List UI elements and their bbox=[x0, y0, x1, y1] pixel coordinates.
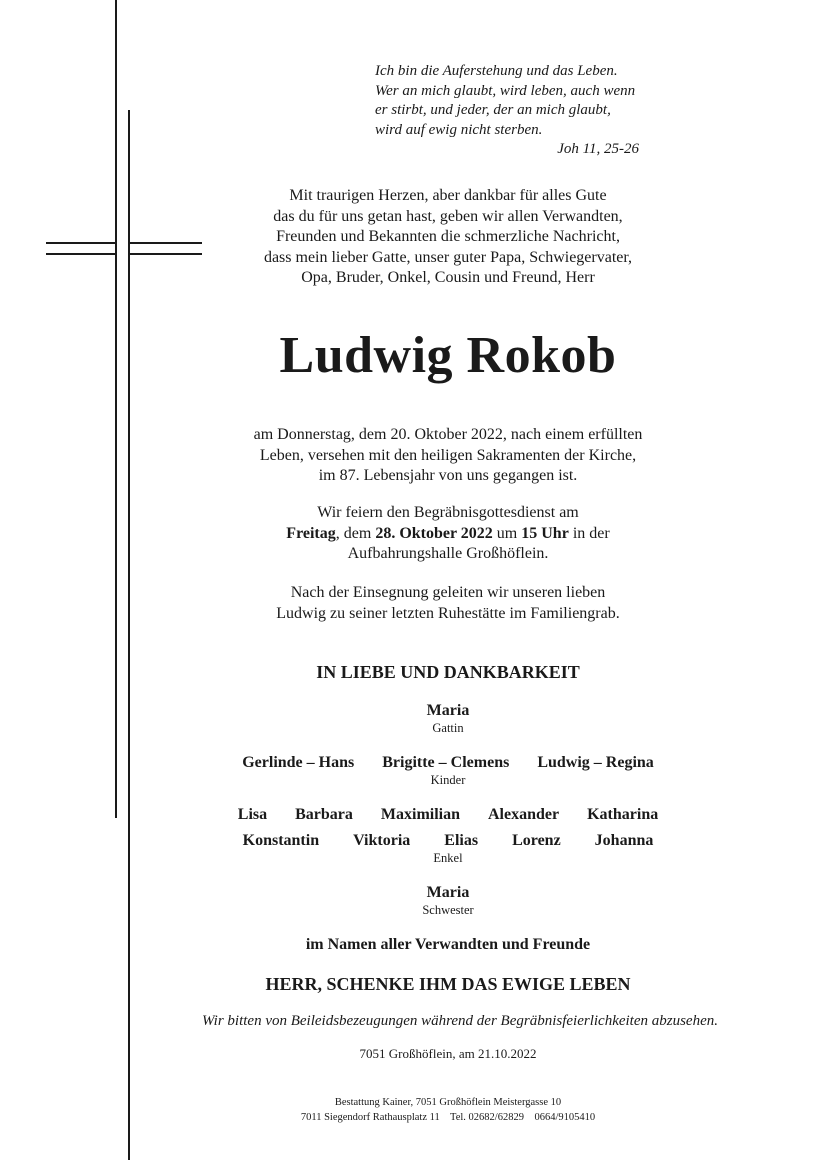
funeral-line: Aufbahrungshalle Großhöflein. bbox=[347, 545, 549, 562]
place-date: 7051 Großhöflein, am 21.10.2022 bbox=[359, 1046, 537, 1061]
child-couple: Brigitte – Clemens bbox=[382, 754, 510, 771]
grandchild-name: Lorenz bbox=[512, 832, 561, 849]
intro-line: Mit traurigen Herzen, aber dankbar für alles Gute bbox=[289, 187, 607, 204]
notice-line: im 87. Lebensjahr von uns gegangen ist. bbox=[318, 467, 578, 484]
grandchild-name: Alexander bbox=[488, 806, 560, 823]
prayer-heading: HERR, SCHENKE IHM DAS EWIGE LEBEN bbox=[265, 974, 631, 994]
grandchild-name: Elias bbox=[444, 832, 479, 849]
funeral-day: Freitag bbox=[286, 524, 336, 542]
quote-line: Wer an mich glaubt, wird leben, auch wenn bbox=[375, 82, 636, 99]
grandchildren-row-1 bbox=[170, 806, 726, 824]
deceased-name: Ludwig Rokob bbox=[279, 327, 617, 384]
spouse-name: Maria bbox=[426, 702, 470, 719]
death-notice bbox=[170, 425, 726, 487]
child-couple: Gerlinde – Hans bbox=[242, 754, 355, 771]
text-fragment: um bbox=[492, 524, 522, 542]
footer-line: Bestattung Kainer, 7051 Großhöflein Meistergasse 10 bbox=[334, 1097, 562, 1108]
funeral-line bbox=[170, 524, 726, 545]
quote-reference: Joh 11, 25-26 bbox=[557, 141, 639, 157]
funeral-line: Wir feiern den Begräbnisgottesdienst am bbox=[317, 504, 579, 521]
text-fragment: , dem bbox=[335, 524, 376, 542]
sister-name: Maria bbox=[426, 884, 470, 901]
funeral-time: 15 Uhr bbox=[521, 524, 569, 542]
child-couple: Ludwig – Regina bbox=[537, 754, 654, 771]
quote-line: er stirbt, und jeder, der an mich glaubt, bbox=[375, 102, 611, 118]
grandchild-name: Lisa bbox=[237, 806, 268, 823]
grandchild-name: Maximilian bbox=[380, 806, 460, 823]
intro-line: Freunden und Bekannten die schmerzliche Nachricht, bbox=[276, 228, 620, 245]
notice-line: Leben, versehen mit den heiligen Sakramenten der Kirche, bbox=[259, 446, 637, 464]
spouse-role: Gattin bbox=[432, 721, 464, 735]
mourners-heading: IN LIEBE UND DANKBARKEIT bbox=[316, 662, 580, 682]
grandchildren-row-2 bbox=[170, 832, 726, 850]
grandchild-name: Viktoria bbox=[353, 832, 411, 849]
notice-line: am Donnerstag, dem 20. Oktober 2022, nach einem erfüllten bbox=[253, 426, 643, 443]
burial-line: Ludwig zu seiner letzten Ruhestätte im Familiengrab. bbox=[276, 604, 620, 622]
children-role: Kinder bbox=[430, 773, 466, 787]
grandchild-name: Konstantin bbox=[242, 832, 320, 849]
quote-line: wird auf ewig nicht sterben. bbox=[375, 121, 543, 138]
quote-line: Ich bin die Auferstehung und das Leben. bbox=[375, 63, 618, 79]
grandchild-name: Johanna bbox=[594, 832, 654, 849]
condolence-request: Wir bitten von Beileidsbezeugungen während der Begräbnisfeierlichkeiten abzusehen. bbox=[202, 1013, 718, 1029]
grandchildren-role: Enkel bbox=[433, 851, 463, 865]
intro-line: dass mein lieber Gatte, unser guter Papa, Schwiegervater, bbox=[263, 248, 633, 266]
funeral-home-footer bbox=[170, 1096, 726, 1125]
burial-line: Nach der Einsegnung geleiten wir unseren lieben bbox=[290, 584, 606, 601]
intro-line: Opa, Bruder, Onkel, Cousin und Freund, Herr bbox=[301, 269, 595, 286]
intro-line: das du für uns getan hast, geben wir allen Verwandten, bbox=[273, 207, 623, 225]
footer-line: 7011 Siegendorf Rathausplatz 11 Tel. 02682/62829 0664/9105410 bbox=[300, 1111, 596, 1123]
children-row bbox=[170, 754, 726, 772]
funeral-date: 28. Oktober 2022 bbox=[375, 524, 493, 542]
relatives-line: im Namen aller Verwandten und Freunde bbox=[305, 936, 591, 953]
grandchild-name: Barbara bbox=[295, 806, 353, 823]
burial-info bbox=[170, 583, 726, 624]
sister-role: Schwester bbox=[422, 903, 474, 917]
intro-paragraph bbox=[170, 186, 726, 289]
funeral-info bbox=[170, 503, 726, 565]
bible-quote bbox=[375, 62, 645, 160]
grandchild-name: Katharina bbox=[587, 806, 659, 823]
text-fragment: in der bbox=[568, 524, 610, 542]
